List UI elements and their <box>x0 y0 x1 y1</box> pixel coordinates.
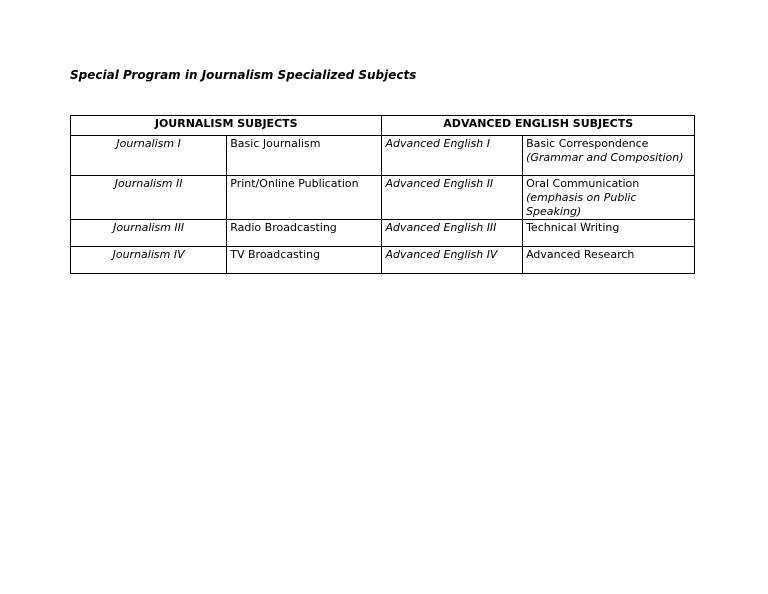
english-subject-cell: Advanced Research <box>523 247 695 274</box>
journalism-subject-cell: Basic Journalism <box>227 136 382 176</box>
table-header-row <box>71 116 695 136</box>
english-code-cell: Advanced English III <box>382 220 523 247</box>
english-code-cell: Advanced English I <box>382 136 523 176</box>
journalism-code-cell: Journalism III <box>71 220 227 247</box>
journalism-code-cell: Journalism I <box>71 136 227 176</box>
english-subject-title: Basic Correspondence <box>526 137 649 150</box>
journalism-subject-cell: Radio Broadcasting <box>227 220 382 247</box>
english-subject-cell <box>523 136 695 176</box>
journalism-code-cell: Journalism II <box>71 176 227 220</box>
table-row <box>71 220 695 247</box>
journalism-code-cell: Journalism IV <box>71 247 227 274</box>
table-row <box>71 176 695 220</box>
english-subject-note: (Grammar and Composition) <box>526 151 684 164</box>
english-subject-title: Oral Communication <box>526 177 640 190</box>
english-subject-cell: Technical Writing <box>523 220 695 247</box>
advanced-english-subjects-header: ADVANCED ENGLISH SUBJECTS <box>382 116 695 136</box>
table-row <box>71 247 695 274</box>
journalism-subject-cell: TV Broadcasting <box>227 247 382 274</box>
english-subject-cell <box>523 176 695 220</box>
journalism-subjects-header: JOURNALISM SUBJECTS <box>71 116 382 136</box>
document-title: Special Program in Journalism Specialized Subjects <box>70 68 417 82</box>
english-subject-note: (emphasis on Public Speaking) <box>526 191 637 218</box>
english-code-cell: Advanced English IV <box>382 247 523 274</box>
journalism-subject-cell: Print/Online Publication <box>227 176 382 220</box>
english-code-cell: Advanced English II <box>382 176 523 220</box>
table-row <box>71 136 695 176</box>
subjects-table <box>70 115 695 274</box>
